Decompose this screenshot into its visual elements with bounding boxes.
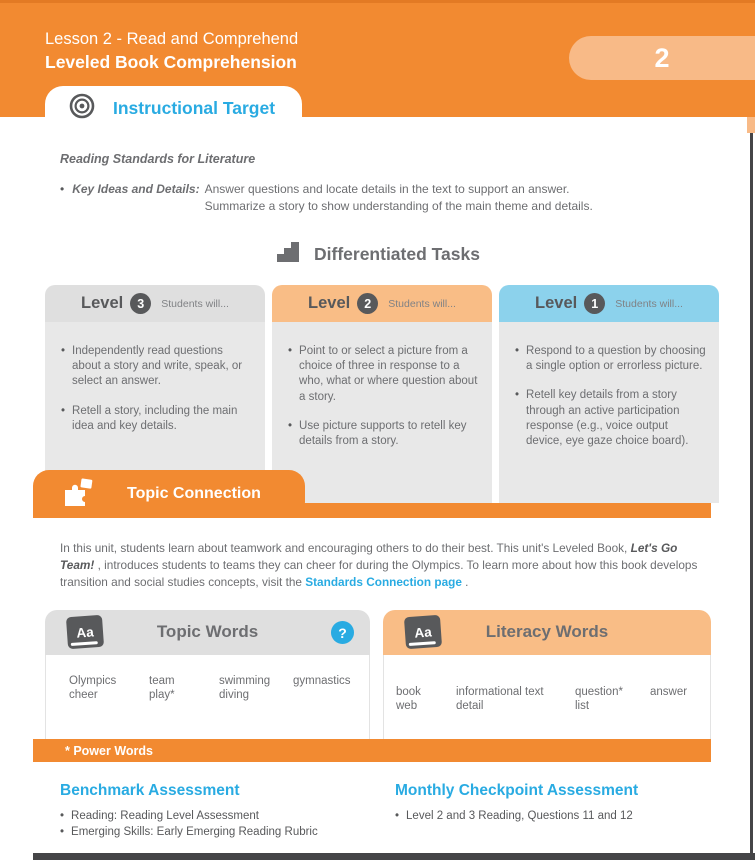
level-1-column xyxy=(499,285,719,503)
literacy-words-header: Aa Literacy Words xyxy=(383,610,711,655)
topic-words-header: Aa Topic Words ? xyxy=(45,610,370,655)
tab-topic-connection xyxy=(33,470,305,518)
level-3-header: Level 3 Students will... xyxy=(45,285,265,322)
level-2-badge: 2 xyxy=(357,293,378,314)
page-bottom-bar xyxy=(33,853,755,860)
lesson-subtitle: Lesson 2 - Read and Comprehend xyxy=(45,30,299,48)
lesson-number-badge xyxy=(569,36,755,80)
book-aa-icon: Aa xyxy=(404,615,442,649)
level-1-body xyxy=(499,322,719,503)
leveled-book-title: Let's Go Team! xyxy=(60,541,678,572)
list-item: • Retell key details from a story through an active participation response (e.g., voice output device, eye gaze choice board). xyxy=(515,388,707,449)
list-item: • Independently read questions about a story and write, speak, or select an answer. xyxy=(61,344,253,390)
topic-words-list xyxy=(45,655,370,740)
list-item: • Point to or select a picture from a choice of three in response to a who, what or where question about a story. xyxy=(288,344,480,405)
list-item: • Reading: Reading Level Assessment xyxy=(60,809,390,825)
level-2-body xyxy=(272,322,492,503)
topic-word: swimming xyxy=(219,675,271,687)
topic-word: gymnastics xyxy=(293,675,351,687)
bullet-dot-icon xyxy=(515,388,519,449)
list-item: • Retell a story, including the main idea and key details. xyxy=(61,404,253,434)
literacy-words-list xyxy=(383,655,711,740)
bullet-dot-icon xyxy=(61,344,65,390)
book-aa-icon: Aa xyxy=(66,615,104,649)
topic-word: cheer xyxy=(69,689,98,701)
list-item: • Level 2 and 3 Reading, Questions 11 and 12 xyxy=(395,809,715,825)
page-edge-line xyxy=(750,133,753,860)
topic-word: Olympics xyxy=(69,675,117,687)
list-item: • Use picture supports to retell key details from a story. xyxy=(288,419,480,449)
standards-bullet-label: Key Ideas and Details: xyxy=(72,182,200,196)
level-3-badge: 3 xyxy=(130,293,151,314)
topic-word: play* xyxy=(149,689,175,701)
topic-word: team xyxy=(149,675,175,687)
bullet-dot-icon xyxy=(288,344,292,405)
bullet-dot-icon xyxy=(60,809,64,825)
benchmark-assessment-section xyxy=(60,782,390,840)
list-item: • Respond to a question by choosing a single option or errorless picture. xyxy=(515,344,707,374)
topic-connection-label: Topic Connection xyxy=(127,485,261,502)
bullet-dot-icon xyxy=(288,419,292,449)
tab-instructional-target xyxy=(45,86,302,130)
lesson-number: 2 xyxy=(654,42,670,73)
reading-standards-section xyxy=(60,152,690,216)
level-1-badge: 1 xyxy=(584,293,605,314)
puzzle-icon xyxy=(61,477,95,512)
literacy-word: detail xyxy=(456,700,484,712)
stairs-icon xyxy=(276,241,300,268)
literacy-word: answer xyxy=(650,686,688,698)
literacy-word: list xyxy=(575,700,590,712)
literacy-word-empty xyxy=(650,700,710,712)
level-2-header: Level 2 Students will... xyxy=(272,285,492,322)
bullet-dot-icon xyxy=(61,404,65,434)
literacy-word: informational text xyxy=(456,686,544,698)
literacy-word: web xyxy=(396,700,418,712)
topic-word-empty xyxy=(293,689,369,701)
standards-bullet-text: Answer questions and locate details in the text to support an answer. Summarize a story to show understanding of the main theme and details. xyxy=(204,182,593,214)
benchmark-assessment-title: Benchmark Assessment xyxy=(60,782,240,799)
power-words-bar: * Power Words xyxy=(33,739,711,762)
help-question-icon[interactable]: ? xyxy=(331,621,354,644)
standards-heading: Reading Standards for Literature xyxy=(60,152,256,166)
bullet-dot-icon xyxy=(60,181,64,216)
page-edge-notch xyxy=(747,117,755,133)
literacy-words-panel xyxy=(383,610,711,740)
topic-word: diving xyxy=(219,689,250,701)
bullet-dot-icon xyxy=(395,809,399,825)
page-title: Leveled Book Comprehension xyxy=(45,52,297,72)
monthly-checkpoint-section xyxy=(395,782,715,825)
level-2-column xyxy=(272,285,492,503)
literacy-word: question* xyxy=(575,686,623,698)
bullet-dot-icon xyxy=(60,825,64,841)
unit-description: In this unit, students learn about teamwork and encouraging others to do their best. This unit's Leveled Book, Let's Go Team! , introduces students to teams they can cheer for during the Olympics. To learn more about how this book develops transition and social studies concepts, visit the Standards Connection page . xyxy=(60,541,698,589)
target-bullseye-icon xyxy=(69,93,95,124)
standards-bullet xyxy=(60,181,690,216)
standards-connection-link[interactable]: Standards Connection page xyxy=(305,574,462,589)
list-item: • Emerging Skills: Early Emerging Reading Rubric xyxy=(60,825,390,841)
bullet-dot-icon xyxy=(515,344,519,374)
monthly-checkpoint-title: Monthly Checkpoint Assessment xyxy=(395,782,639,799)
topic-words-panel xyxy=(45,610,370,740)
differentiated-tasks-heading: Differentiated Tasks xyxy=(45,241,711,268)
level-1-header: Level 1 Students will... xyxy=(499,285,719,322)
literacy-word: book xyxy=(396,686,421,698)
instructional-target-label: Instructional Target xyxy=(113,97,276,118)
